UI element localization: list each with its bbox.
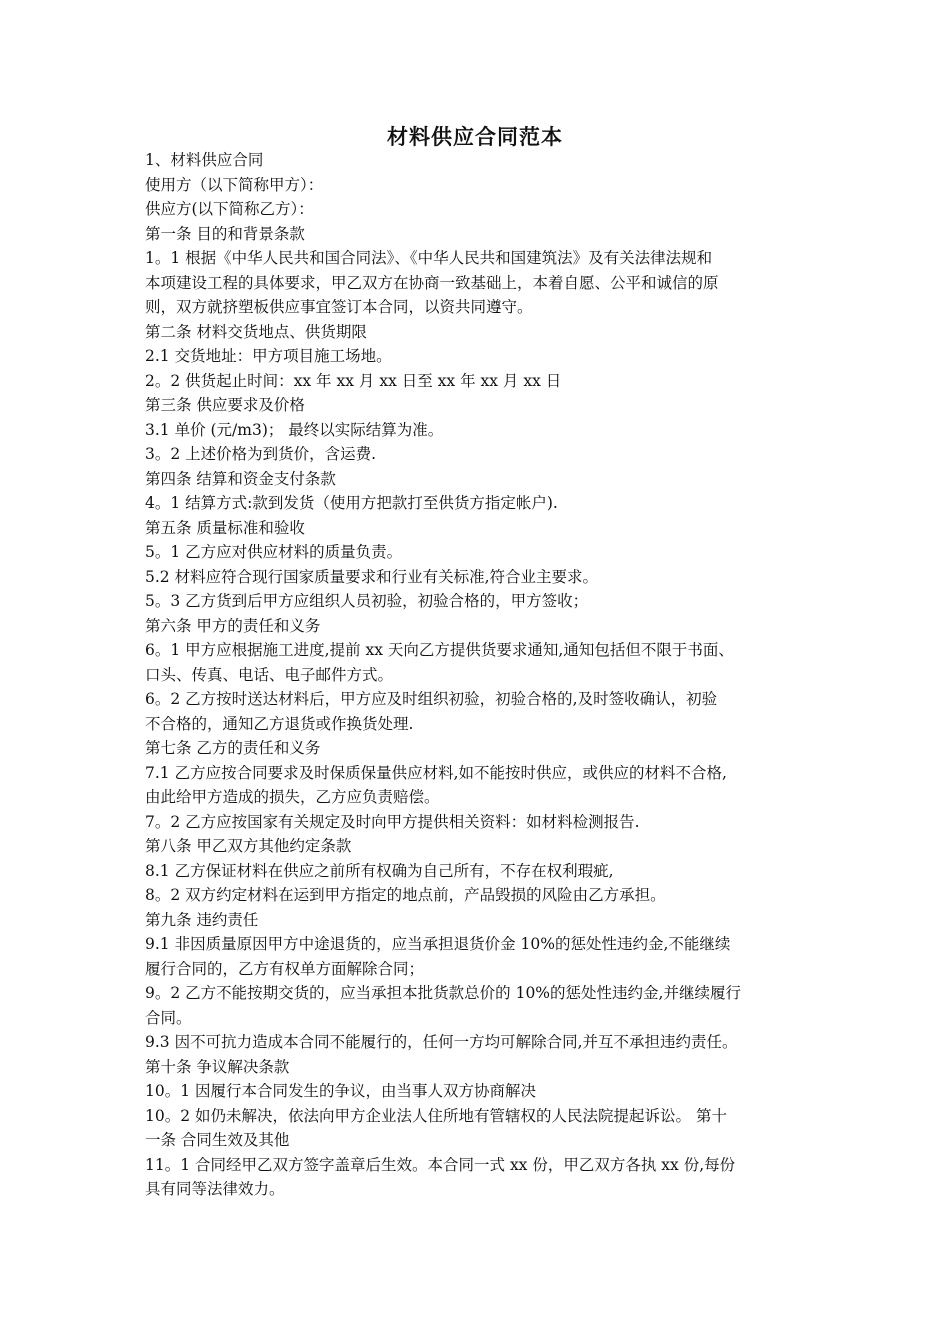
document-line: 10。1 因履行本合同发生的争议，由当事人双方协商解决 bbox=[145, 1082, 537, 1100]
document-line: 由此给甲方造成的损失，乙方应负责赔偿。 bbox=[145, 788, 440, 806]
document-line: 第一条 目的和背景条款 bbox=[145, 224, 305, 243]
document-line: 第四条 结算和资金支付条款 bbox=[145, 469, 336, 488]
document-line: 5.2 材料应符合现行国家质量要求和行业有关标准,符合业主要求。 bbox=[145, 567, 599, 586]
document-line: 合同。 bbox=[145, 1008, 192, 1027]
document-line: 第八条 甲乙双方其他约定条款 bbox=[145, 837, 352, 855]
document-line: 5。1 乙方应对供应材料的质量负责。 bbox=[145, 543, 403, 561]
document-line: 口头、传真、电话、电子邮件方式。 bbox=[145, 665, 394, 684]
document-body bbox=[145, 148, 817, 1202]
document-line: 6。1 甲方应根据施工进度,提前 xx 天向乙方提供货要求通知,通知包括但不限于书面、 bbox=[145, 641, 734, 659]
document-line: 10。2 如仍未解决，依法向甲方企业法人住所地有管辖权的人民法院提起诉讼。 第十 bbox=[145, 1106, 727, 1125]
document-line: 8。2 双方约定材料在运到甲方指定的地点前，产品毁损的风险由乙方承担。 bbox=[145, 886, 666, 904]
document-line: 5。3 乙方货到后甲方应组织人员初验，初验合格的，甲方签收； bbox=[145, 592, 589, 610]
document-line: 第五条 质量标准和验收 bbox=[145, 518, 305, 537]
document-line: 具有同等法律效力。 bbox=[145, 1180, 285, 1198]
document-line: 7。2 乙方应按国家有关规定及时向甲方提供相关资料：如材料检测报告. bbox=[145, 812, 640, 831]
document-line: 9.1 非因质量原因甲方中途退货的，应当承担退货价金 10%的惩处性违约金,不能继续 bbox=[145, 935, 731, 953]
document-line: 供应方(以下简称乙方）： bbox=[145, 200, 314, 218]
document-line: 3。2 上述价格为到货价，含运费. bbox=[145, 445, 377, 463]
document-line: 第二条 材料交货地点、供货期限 bbox=[145, 322, 367, 341]
document-line: 1、材料供应合同 bbox=[145, 151, 264, 169]
document-line: 9。2 乙方不能按期交货的，应当承担本批货款总价的 10%的惩处性违约金,并继续履行 bbox=[145, 984, 741, 1002]
document-line: 使用方（以下简称甲方）： bbox=[145, 175, 324, 194]
document-line: 9.3 因不可抗力造成本合同不能履行的，任何一方均可解除合同,并互不承担违约责任。 bbox=[145, 1033, 738, 1051]
document-title: 材料供应合同范本 bbox=[387, 125, 563, 149]
document-line: 则，双方就挤塑板供应事宜签订本合同，以资共同遵守。 bbox=[145, 298, 533, 316]
document-line: 2。2 供货起止时间：xx 年 xx 月 xx 日至 xx 年 xx 月 xx 日 bbox=[145, 371, 562, 390]
document-line: 4。1 结算方式:款到发货（使用方把款打至供货方指定帐户). bbox=[145, 494, 558, 512]
document-line: 3.1 单价 (元/m3)； 最终以实际结算为准。 bbox=[145, 420, 444, 439]
document-line: 7.1 乙方应按合同要求及时保质保量供应材料,如不能按时供应，或供应的材料不合格, bbox=[145, 763, 727, 782]
document-line: 一条 合同生效及其他 bbox=[145, 1131, 290, 1149]
document-line: 第九条 违约责任 bbox=[145, 910, 259, 929]
document-line: 第七条 乙方的责任和义务 bbox=[145, 739, 321, 757]
document-line: 履行合同的，乙方有权单方面解除合同； bbox=[145, 959, 425, 978]
document-line: 2.1 交货地址：甲方项目施工场地。 bbox=[145, 347, 392, 365]
document-line: 第三条 供应要求及价格 bbox=[145, 396, 305, 414]
document-line: 8.1 乙方保证材料在供应之前所有权确为自己所有，不存在权利瑕疵, bbox=[145, 861, 614, 880]
document-line: 本项建设工程的具体要求，甲乙双方在协商一致基础上，本着自愿、公平和诚信的原 bbox=[145, 273, 719, 292]
document-line: 11。1 合同经甲乙双方签字盖章后生效。本合同一式 xx 份，甲乙双方各执 xx 份,每份 bbox=[145, 1155, 736, 1174]
document-line: 第六条 甲方的责任和义务 bbox=[145, 616, 321, 635]
document-line: 1。1 根据《中华人民共和国合同法》、《中华人民共和国建筑法》及有关法律法规和 bbox=[145, 249, 713, 267]
document-line: 不合格的，通知乙方退货或作换货处理. bbox=[145, 714, 414, 733]
document-line: 第十条 争议解决条款 bbox=[145, 1057, 290, 1076]
document-line: 6。2 乙方按时送达材料后，甲方应及时组织初验，初验合格的,及时签收确认，初验 bbox=[145, 690, 718, 708]
